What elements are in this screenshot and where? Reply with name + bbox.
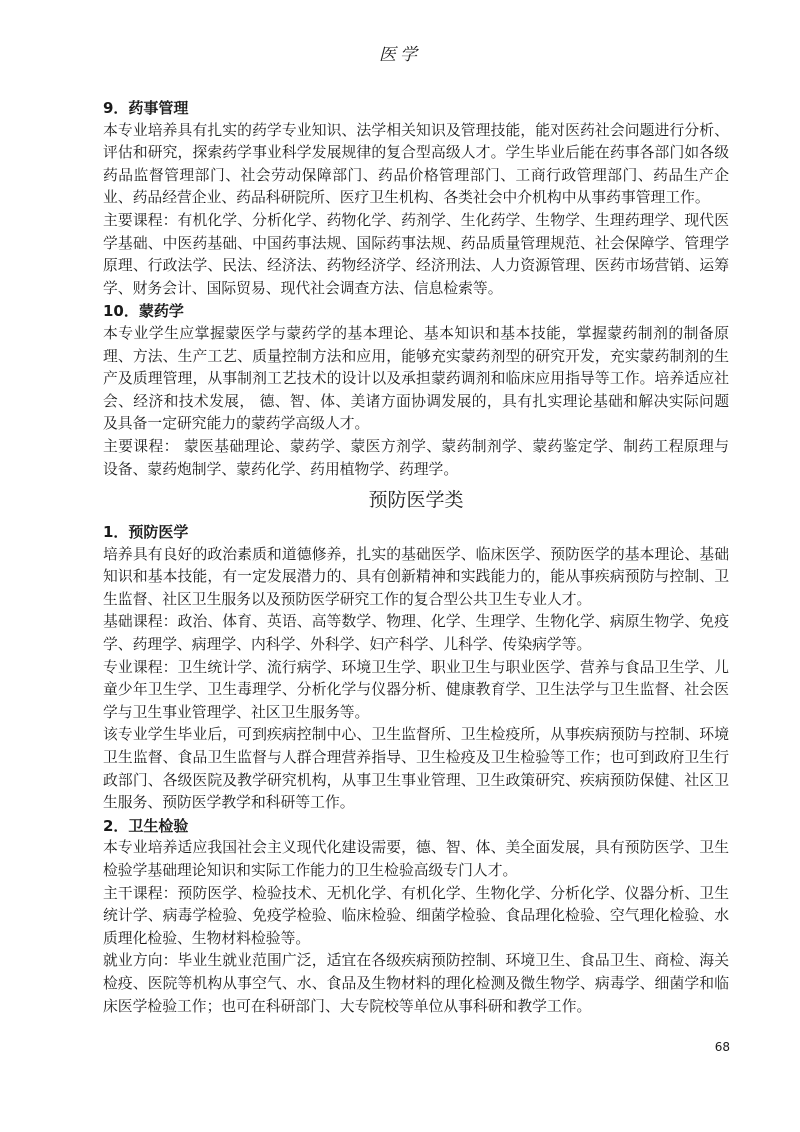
paragraph: 本专业培养适应我国社会主义现代化建设需要，德、智、体、美全面发展，具有预防医学、卫生检验学基础理论知识和实际工作能力的卫生检验高级专门人才。 <box>103 839 729 879</box>
document-body <box>103 97 729 1018</box>
page-header: 医学 <box>379 45 421 65</box>
paragraph: 就业方向：毕业生就业范围广泛，适宜在各级疾病预防控制、环境卫生、食品卫生、商检、海关检疫、医院等机构从事空气、水、食品及生物材料的理化检测及微生物学、病毒学、细菌学和临床医学检验工作；也可在科研部门、大专院校等单位从事科研和教学工作。 <box>103 952 729 1015</box>
paragraph: 主要课程： 蒙医基础理论、蒙药学、蒙医方剂学、蒙药制剂学、蒙药鉴定学、制药工程原理与设备、蒙药炮制学、蒙药化学、药用植物学、药理学。 <box>103 437 729 478</box>
paragraph: 本专业学生应掌握蒙医学与蒙药学的基本理论、基本知识和基本技能，掌握蒙药制剂的制备原理、方法、生产工艺、质量控制方法和应用，能够充实蒙药剂型的研究开发，充实蒙药制剂的生产及质理管理，从事制剂工艺技术的设计以及承担蒙药调剂和临床应用指导等工作。培养适应社会、经济和技术发展， 德、智、体、美诸方面协调发展的，具有扎实理论基础和解决实际问题及具备一定研究能力的蒙药学高级人才。 <box>103 324 729 433</box>
paragraph: 主干课程：预防医学、检验技术、无机化学、有机化学、生物化学、分析化学、仪器分析、卫生统计学、病毒学检验、免疫学检验、临床检验、细菌学检验、食品理化检验、空气理化检验、水质理化检验、生物材料检验等。 <box>103 884 729 947</box>
section-title-pharmacy-admin: 9．药事管理 <box>103 99 189 117</box>
paragraph: 专业课程：卫生统计学、流行病学、环境卫生学、职业卫生与职业医学、营养与食品卫生学、儿童少年卫生学、卫生毒理学、分析化学与仪器分析、健康教育学、卫生法学与卫生监督、社会医学与卫生事业管理学、社区卫生服务等。 <box>103 658 729 721</box>
paragraph: 本专业培养具有扎实的药学专业知识、法学相关知识及管理技能，能对医药社会问题进行分析、评估和研究，探索药学事业科学发展规律的复合型高级人才。学生毕业后能在药事各部门如各级药品监督管理部门、社会劳动保障部门、药品价格管理部门、工商行政管理部门、药品生产企业、药品经营企业、药品科研院所、医疗卫生机构、各类社会中介机构中从事药事管理工作。 <box>103 121 729 207</box>
paragraph: 培养具有良好的政治素质和道德修养，扎实的基础医学、临床医学、预防医学的基本理论、基础知识和基本技能，有一定发展潜力的、具有创新精神和实践能力的，能从事疾病预防与控制、卫生监督、社区卫生服务以及预防医学研究工作的复合型公共卫生专业人才。 <box>103 545 729 608</box>
category-title: 预防医学类 <box>368 489 464 512</box>
section-title-mongolian-pharmacy: 10．蒙药学 <box>103 302 184 321</box>
paragraph: 主要课程：有机化学、分析化学、药物化学、药剂学、生化药学、生物学、生理药理学、现代医学基础、中医药基础、中国药事法规、国际药事法规、药品质量管理规范、社会保障学、管理学原理、行政法学、民法、经济法、药物经济学、经济刑法、人力资源管理、医药市场营销、运筹学、财务会计、国际贸易、现代社会调查方法、信息检索等。 <box>103 211 729 297</box>
paragraph: 基础课程：政治、体育、英语、高等数学、物理、化学、生理学、生物化学、病原生物学、免疫学、药理学、病理学、内科学、外科学、妇产科学、儿科学、传染病学等。 <box>103 613 729 654</box>
page-number: 68 <box>714 1040 730 1054</box>
paragraph: 该专业学生毕业后，可到疾病控制中心、卫生监督所、卫生检疫所，从事疾病预防与控制、环境卫生监督、食品卫生监督与人群合理营养指导、卫生检疫及卫生检验等工作；也可到政府卫生行政部门、各级医院及教学研究机构，从事卫生事业管理、卫生政策研究、疾病预防保健、社区卫生服务、预防医学教学和科研等工作。 <box>103 726 729 812</box>
section-title-preventive-medicine: 1．预防医学 <box>103 523 189 542</box>
section-title-health-inspection: 2．卫生检验 <box>103 816 189 835</box>
